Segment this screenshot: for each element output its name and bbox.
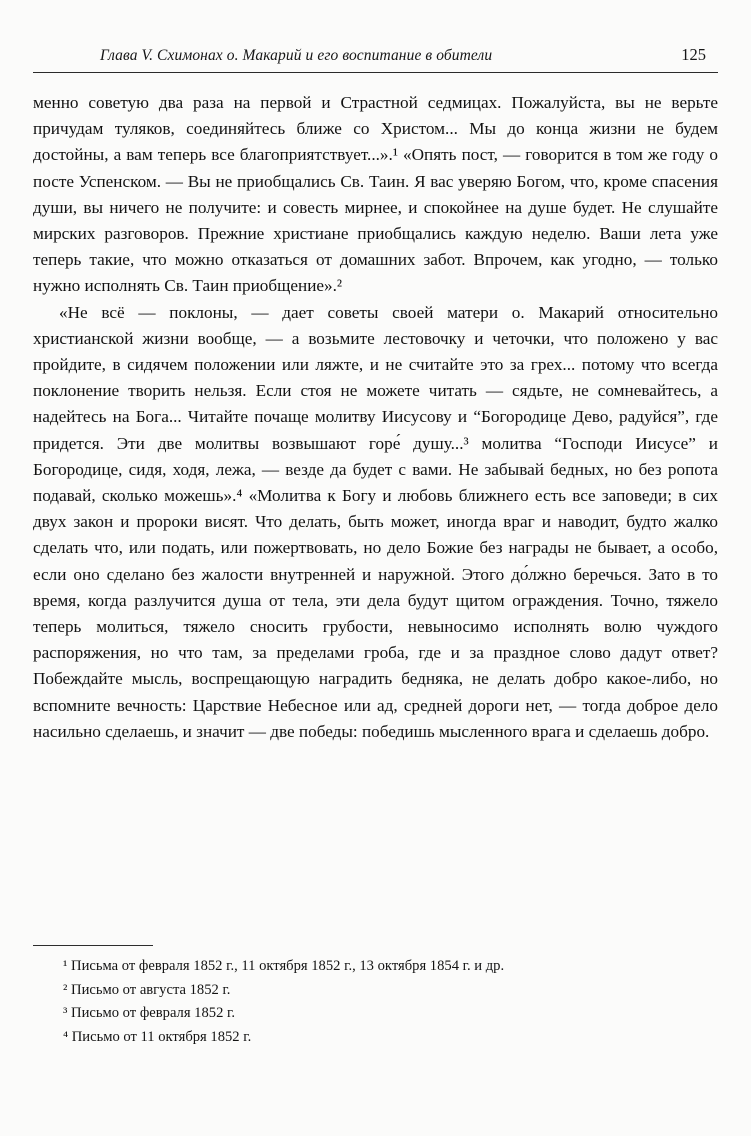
page-header xyxy=(33,45,718,65)
footnote: ⁴ Письмо от 11 октября 1852 г. xyxy=(63,1028,252,1045)
paragraph: «Не всё — поклоны, — дает советы своей матери о. Макарий относительно христианской жизни вообще, — а возьмите лестовочку и четочки, что положено у вас пройдите, в сидячем положении или ляжте, и не считайте это за грех... потому что всегда поклонение творить нельзя. Если стоя не можете читать — сядьте, не сомневайтесь, а надейтесь на Бога... Читайте почаще молитву Иисусову и “Богородице Дево, радуйся”, где придется. Эти две молитвы возвышают горе́ душу...³ молитва “Господи Иисусе” и Богородице, сидя, ходя, лежа, — везде да будет с вами. Не забывай бедных, но без ропота подавай, сколько можешь».⁴ «Молитва к Богу и любовь ближнего есть все заповеди; в сих двух закон и пророки висят. Что делать, быть может, иногда враг и наводит, будто жалко сделать что, или подать, или пожертвовать, но дело Божие без награды не бывает, а особо, если оно сделано без жалости внутренней и наружной. Этого до́лжно беречься. Зато в то время, когда разлучится душа от тела, эти дела будут щитом ограждения. Точно, тяжело теперь молиться, тяжело сносить грубости, невыносимо исполнять волю чуждого распоряжения, но что там, за пределами гроба, где и за праздное слово дадут ответ? Побеждайте мысль, воспрещающую наградить бедняка, не делать добро какое-либо, но вспомните вечность: Царствие Небесное или ад, средней дороги нет, — тогда доброе дело насильно сделаешь, и значит — две победы: победишь мысленного врага и сделаешь добро. xyxy=(33,302,718,741)
page-number: 125 xyxy=(681,45,706,64)
footnote: ² Письмо от августа 1852 г. xyxy=(63,981,231,998)
header-divider xyxy=(33,72,718,73)
paragraph: менно советую два раза на первой и Страстной седмицах. Пожалуйста, вы не верьте причудам туляков, соединяйтесь ближе со Христом... Мы до конца жизни не будем достойны, а вам теперь все благоприятствует...».¹ «Опять пост, — говорится в том же году о посте Успенском. — Вы не приобщались Св. Таин. Я вас уверяю Богом, что, кроме спасения души, вы ничего не получите: и совесть мирнее, и спокойнее на душе будет. Не слушайте мирских разговоров. Прежние христиане приобщались каждую неделю. Ваши лета уже теперь такие, что можно отказаться от домашних забот. Впрочем, как угодно, — только нужно исполнять Св. Таин приобщение».² xyxy=(33,93,718,296)
body-text xyxy=(33,90,718,745)
footnote: ¹ Письма от февраля 1852 г., 11 октября 1852 г., 13 октября 1854 г. и др. xyxy=(63,958,505,974)
footnote-divider xyxy=(33,945,153,946)
running-title: Глава V. Схимонах о. Макарий и его воспитание в обители xyxy=(100,47,493,64)
footnote: ³ Письмо от февраля 1852 г. xyxy=(63,1005,236,1021)
page-content xyxy=(33,45,718,745)
footnote-area xyxy=(33,945,718,1049)
